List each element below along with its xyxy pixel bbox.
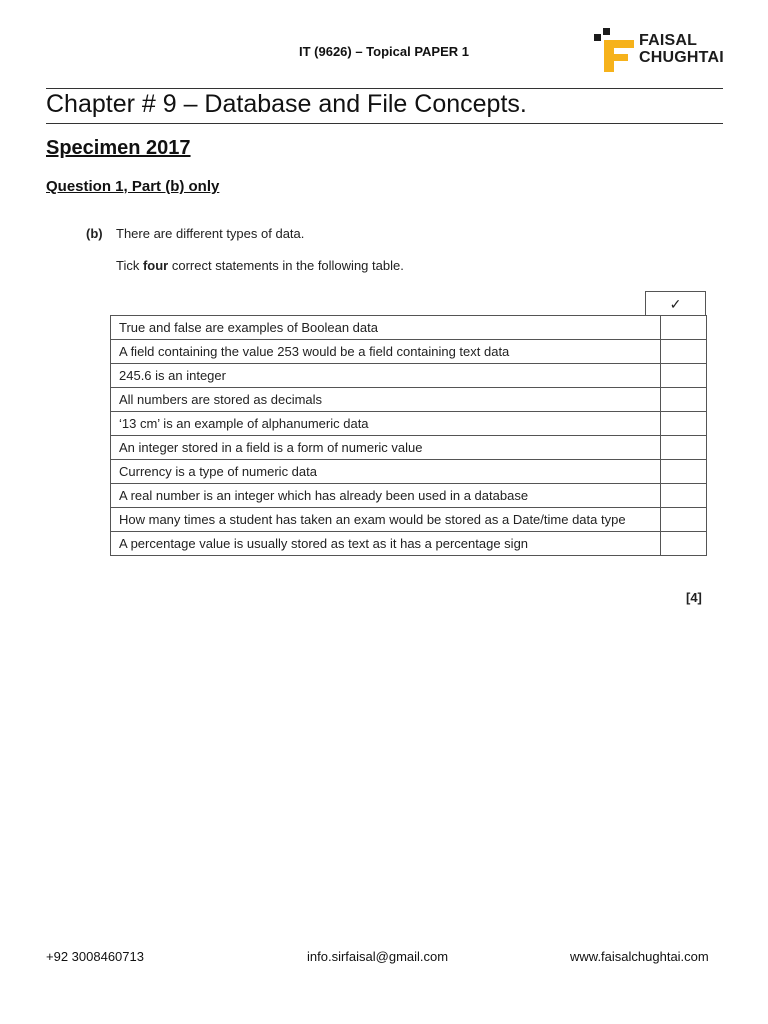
table-row (111, 340, 707, 364)
tick-box[interactable] (661, 436, 707, 460)
tick-box[interactable] (661, 412, 707, 436)
logo-mark-icon (594, 28, 638, 74)
table-row (111, 532, 707, 556)
statement-text: ‘13 cm’ is an example of alphanumeric data (111, 412, 661, 436)
tick-column-header: ✓ (645, 291, 706, 315)
logo-wordmark (639, 32, 724, 66)
part-intro: There are different types of data. (116, 226, 305, 241)
table-row (111, 412, 707, 436)
table-row (111, 484, 707, 508)
instruction-bold: four (142, 258, 169, 273)
statement-text: 245.6 is an integer (111, 364, 661, 388)
statement-text: True and false are examples of Boolean data (111, 316, 661, 340)
title-rule-bottom (46, 123, 723, 124)
header-title: IT (9626) – Topical PAPER 1 (298, 44, 469, 59)
tick-box[interactable] (661, 508, 707, 532)
logo-line-2: CHUGHTAI (639, 49, 724, 66)
instruction-after: correct statements in the following table. (168, 258, 404, 273)
statement-text: A real number is an integer which has already been used in a database (111, 484, 661, 508)
title-rule-top (46, 88, 723, 89)
tick-box[interactable] (661, 340, 707, 364)
statement-text: A field containing the value 253 would be a field containing text data (111, 340, 661, 364)
footer-email: info.sirfaisal@gmail.com (307, 949, 449, 964)
statement-text: A percentage value is usually stored as text as it has a percentage sign (111, 532, 661, 556)
table-row (111, 388, 707, 412)
table-row (111, 316, 707, 340)
chapter-title: Chapter # 9 – Database and File Concepts. (46, 90, 527, 118)
tick-box[interactable] (661, 532, 707, 556)
statement-text: Currency is a type of numeric data (111, 460, 661, 484)
part-label: (b) (86, 226, 103, 241)
statement-text: How many times a student has taken an exam would be stored as a Date/time data type (111, 508, 661, 532)
logo-line-1: FAISAL (639, 32, 698, 49)
tick-box[interactable] (661, 484, 707, 508)
statement-text: An integer stored in a field is a form of numeric value (111, 436, 661, 460)
marks: [4] (686, 590, 702, 605)
question-heading: Question 1, Part (b) only (46, 178, 220, 195)
instruction-text (116, 258, 404, 273)
footer-website: www.faisalchughtai.com (570, 949, 709, 964)
instruction-before: Tick (116, 258, 143, 273)
table-row (111, 436, 707, 460)
brand-logo (594, 28, 724, 74)
tick-box[interactable] (661, 316, 707, 340)
specimen-heading: Specimen 2017 (46, 137, 191, 159)
table-row (111, 364, 707, 388)
tick-box[interactable] (661, 364, 707, 388)
tick-box[interactable] (661, 460, 707, 484)
footer-phone: +92 3008460713 (46, 949, 144, 964)
tick-box[interactable] (661, 388, 707, 412)
statement-text: All numbers are stored as decimals (111, 388, 661, 412)
table-row (111, 508, 707, 532)
table-row (111, 460, 707, 484)
statements-table (110, 315, 707, 556)
